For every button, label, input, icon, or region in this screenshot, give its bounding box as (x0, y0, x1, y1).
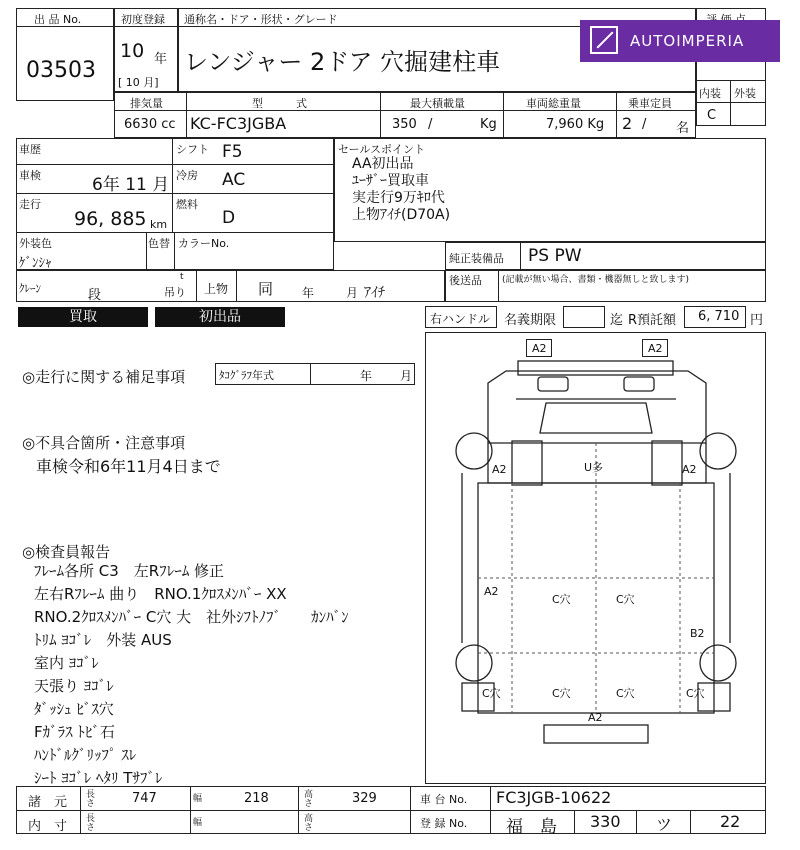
crane-label: ｸﾚｰﾝ (19, 282, 41, 295)
color: ｹﾞﾝｼｬ (19, 256, 52, 271)
width-label: 幅 (193, 794, 203, 804)
first-listing-badge: 初出品 (155, 307, 285, 327)
reg-year: 10 (120, 40, 145, 62)
displacement-label: 排気量 (130, 97, 163, 110)
reg-num: 22 (720, 812, 741, 831)
sales-point: ﾕｰｻﾞｰ買取車 (352, 173, 429, 189)
first-reg-label: 初度登録 (121, 13, 165, 26)
expiry-label: 名義期限 (504, 313, 557, 328)
reg-year-unit: 年 (154, 52, 168, 67)
capacity-unit: 名 (676, 121, 690, 136)
gross-weight: 7,960 Kg (546, 117, 605, 132)
inspection-label: 車検 (19, 169, 41, 182)
mark-mid-right: C穴 (616, 593, 635, 606)
height-label-inner: 高さ (302, 813, 312, 831)
drive-title: ◎走行に関する補足事項 (22, 368, 186, 386)
r-deposit: 6, 710 (698, 309, 740, 324)
inspector-lines (34, 560, 349, 790)
lot-no-label: 出 品 No. (34, 13, 82, 26)
inspector-line: ﾀﾞｯｼｭ ﾋﾞｽ穴 (34, 700, 114, 718)
color-change-label: 色替 (148, 237, 170, 250)
mark-left-cab: A2 (492, 463, 507, 476)
inspector-line: 左右Rﾌﾚｰﾑ 曲り RNO.1ｸﾛｽﾒﾝﾊﾞｰ XX (34, 585, 287, 603)
defect-title: ◎不具合箇所・注意事項 (22, 434, 186, 452)
mark-rear-left: C穴 (482, 687, 501, 700)
sales-point: 上物ｱｲﾁ(D70A) (352, 207, 451, 223)
chassis-label: 車 台 No. (420, 793, 468, 806)
tachograph-label: ﾀｺｸﾞﾗﾌ年式 (219, 369, 274, 382)
max-load-unit: Kg (480, 117, 497, 132)
equipment-label: 純正装備品 (449, 252, 504, 265)
inspector-line: ﾄﾘﾑ ﾖｺﾞﾚ 外装 AUS (34, 631, 172, 649)
aircon: AC (222, 170, 246, 190)
reg-label: 登 録 No. (420, 817, 468, 830)
mark-right-bed: B2 (690, 627, 705, 640)
color-label: 外装色 (19, 237, 52, 250)
mark-mid-left: C穴 (552, 593, 571, 606)
until: 迄 (610, 313, 624, 328)
reg-class: 330 (590, 812, 621, 831)
mark-rear-right: C穴 (686, 687, 705, 700)
history-label: 車歴 (19, 143, 41, 156)
body-month: 月 (346, 286, 359, 300)
length-label: 長さ (84, 789, 94, 807)
height: 329 (352, 791, 377, 806)
specs-label: 諸 元 (28, 795, 68, 810)
car-name: レンジャー 2ドア 穴掘建柱車 (184, 48, 501, 76)
mileage-label: 走行 (19, 198, 41, 211)
inspector-line: ｼｰﾄ ﾖｺﾞﾚ ﾍﾀﾘ Tｻﾌﾞﾚ (34, 769, 163, 787)
fuel: D (222, 208, 236, 228)
accessory-label: 後送品 (449, 274, 482, 287)
mark-low-right: C穴 (616, 687, 635, 700)
inspector-line: ﾌﾚｰﾑ各所 C3 左Rﾌﾚｰﾑ 修正 (34, 562, 224, 580)
crane-lift: 吊り (164, 286, 186, 299)
tachograph-month: 月 (400, 369, 413, 383)
expiry-box (563, 306, 605, 328)
mileage-unit: km (150, 218, 168, 231)
fuel-label: 燃料 (176, 198, 198, 211)
r-deposit-label: R預託額 (628, 313, 677, 328)
accessory-note: (記載が無い場合、書類・機器無しと致します) (502, 275, 690, 285)
sales-label: セールスポイント (338, 143, 426, 156)
inspector-line: 天張り ﾖｺﾞﾚ (34, 677, 114, 695)
mark-right-cab: A2 (682, 463, 697, 476)
mark-windshield: U多 (584, 461, 604, 474)
shift: F5 (222, 142, 243, 162)
reg-month: [ 10 月] (118, 76, 159, 89)
mileage: 96, 885 (74, 208, 147, 230)
model: KC-FC3JGBA (190, 114, 287, 133)
capacity: 2 (622, 114, 633, 133)
inspection: 6年 11 月 (92, 175, 170, 195)
sales-point: AA初出品 (352, 156, 414, 172)
reg-kana: ツ (656, 815, 673, 834)
width-label-inner: 幅 (193, 818, 203, 828)
width: 218 (244, 791, 269, 806)
body-year: 年 (302, 286, 315, 300)
gross-weight-label: 車両総重量 (526, 97, 581, 110)
buy-badge: 買取 (18, 307, 148, 327)
interior-grade: C (707, 108, 717, 123)
reg-place: 福 島 (506, 817, 557, 837)
lot-no: 03503 (26, 58, 96, 83)
brand-logo (580, 20, 780, 62)
defect-line: 車検令和6年11月4日まで (36, 457, 221, 476)
mark-front-right: A2 (648, 342, 663, 355)
exterior-label: 外装 (734, 87, 756, 100)
aircon-label: 冷房 (176, 169, 198, 182)
max-load-label: 最大積載量 (410, 97, 465, 110)
mark-low-left: C穴 (552, 687, 571, 700)
sales-point: 実走行9万ｷﾛ代 (352, 190, 445, 206)
sales-points (352, 156, 450, 224)
length-label-inner: 長さ (84, 813, 94, 831)
body-same: 同 (258, 280, 274, 298)
inspector-line: 室内 ﾖｺﾞﾚ (34, 654, 99, 672)
chassis: FC3JGB-10622 (496, 788, 612, 807)
height-label: 高さ (302, 789, 312, 807)
body-label: 上物 (204, 282, 229, 296)
inspector-line: RNO.2ｸﾛｽﾒﾝﾊﾞｰ C穴 大 社外ｼﾌﾄﾉﾌﾞ ｶﾝﾊﾞﾝ (34, 608, 349, 626)
handle: 右ハンドル (430, 312, 491, 326)
truck-diagram (425, 332, 766, 784)
mark-left-bed: A2 (484, 585, 499, 598)
crane-ton: t (180, 272, 184, 282)
yen: 円 (750, 313, 764, 328)
inspector-line: Fｶﾞﾗｽ ﾄﾋﾞ石 (34, 723, 115, 741)
displacement: 6630 cc (124, 117, 176, 132)
max-load: 350 (392, 117, 417, 132)
mark-rear: A2 (588, 711, 603, 724)
shift-label: シフト (176, 143, 209, 156)
color-no-label: カラーNo. (178, 237, 230, 250)
model-label: 型 式 (252, 97, 307, 110)
crane-stage: 段 (88, 288, 102, 303)
length: 747 (132, 791, 157, 806)
inspector-line: ﾊﾝﾄﾞﾙｸﾞﾘｯﾌﾟ ｽﾚ (34, 746, 137, 764)
history-grid (16, 138, 334, 270)
inspector-title: ◎検査員報告 (22, 543, 111, 561)
body-maker: ｱｲﾁ (364, 285, 385, 301)
interior-label: 内装 (699, 87, 721, 100)
brand-name: AUTOIMPERIA (630, 32, 745, 50)
name-label: 通称名・ドア・形状・グレード (184, 13, 338, 26)
capacity-label: 乗車定員 (628, 97, 672, 110)
tachograph-year: 年 (360, 369, 373, 383)
inner-label: 内 寸 (28, 819, 68, 834)
mark-front-left: A2 (532, 342, 547, 355)
equipment: PS PW (528, 246, 582, 266)
